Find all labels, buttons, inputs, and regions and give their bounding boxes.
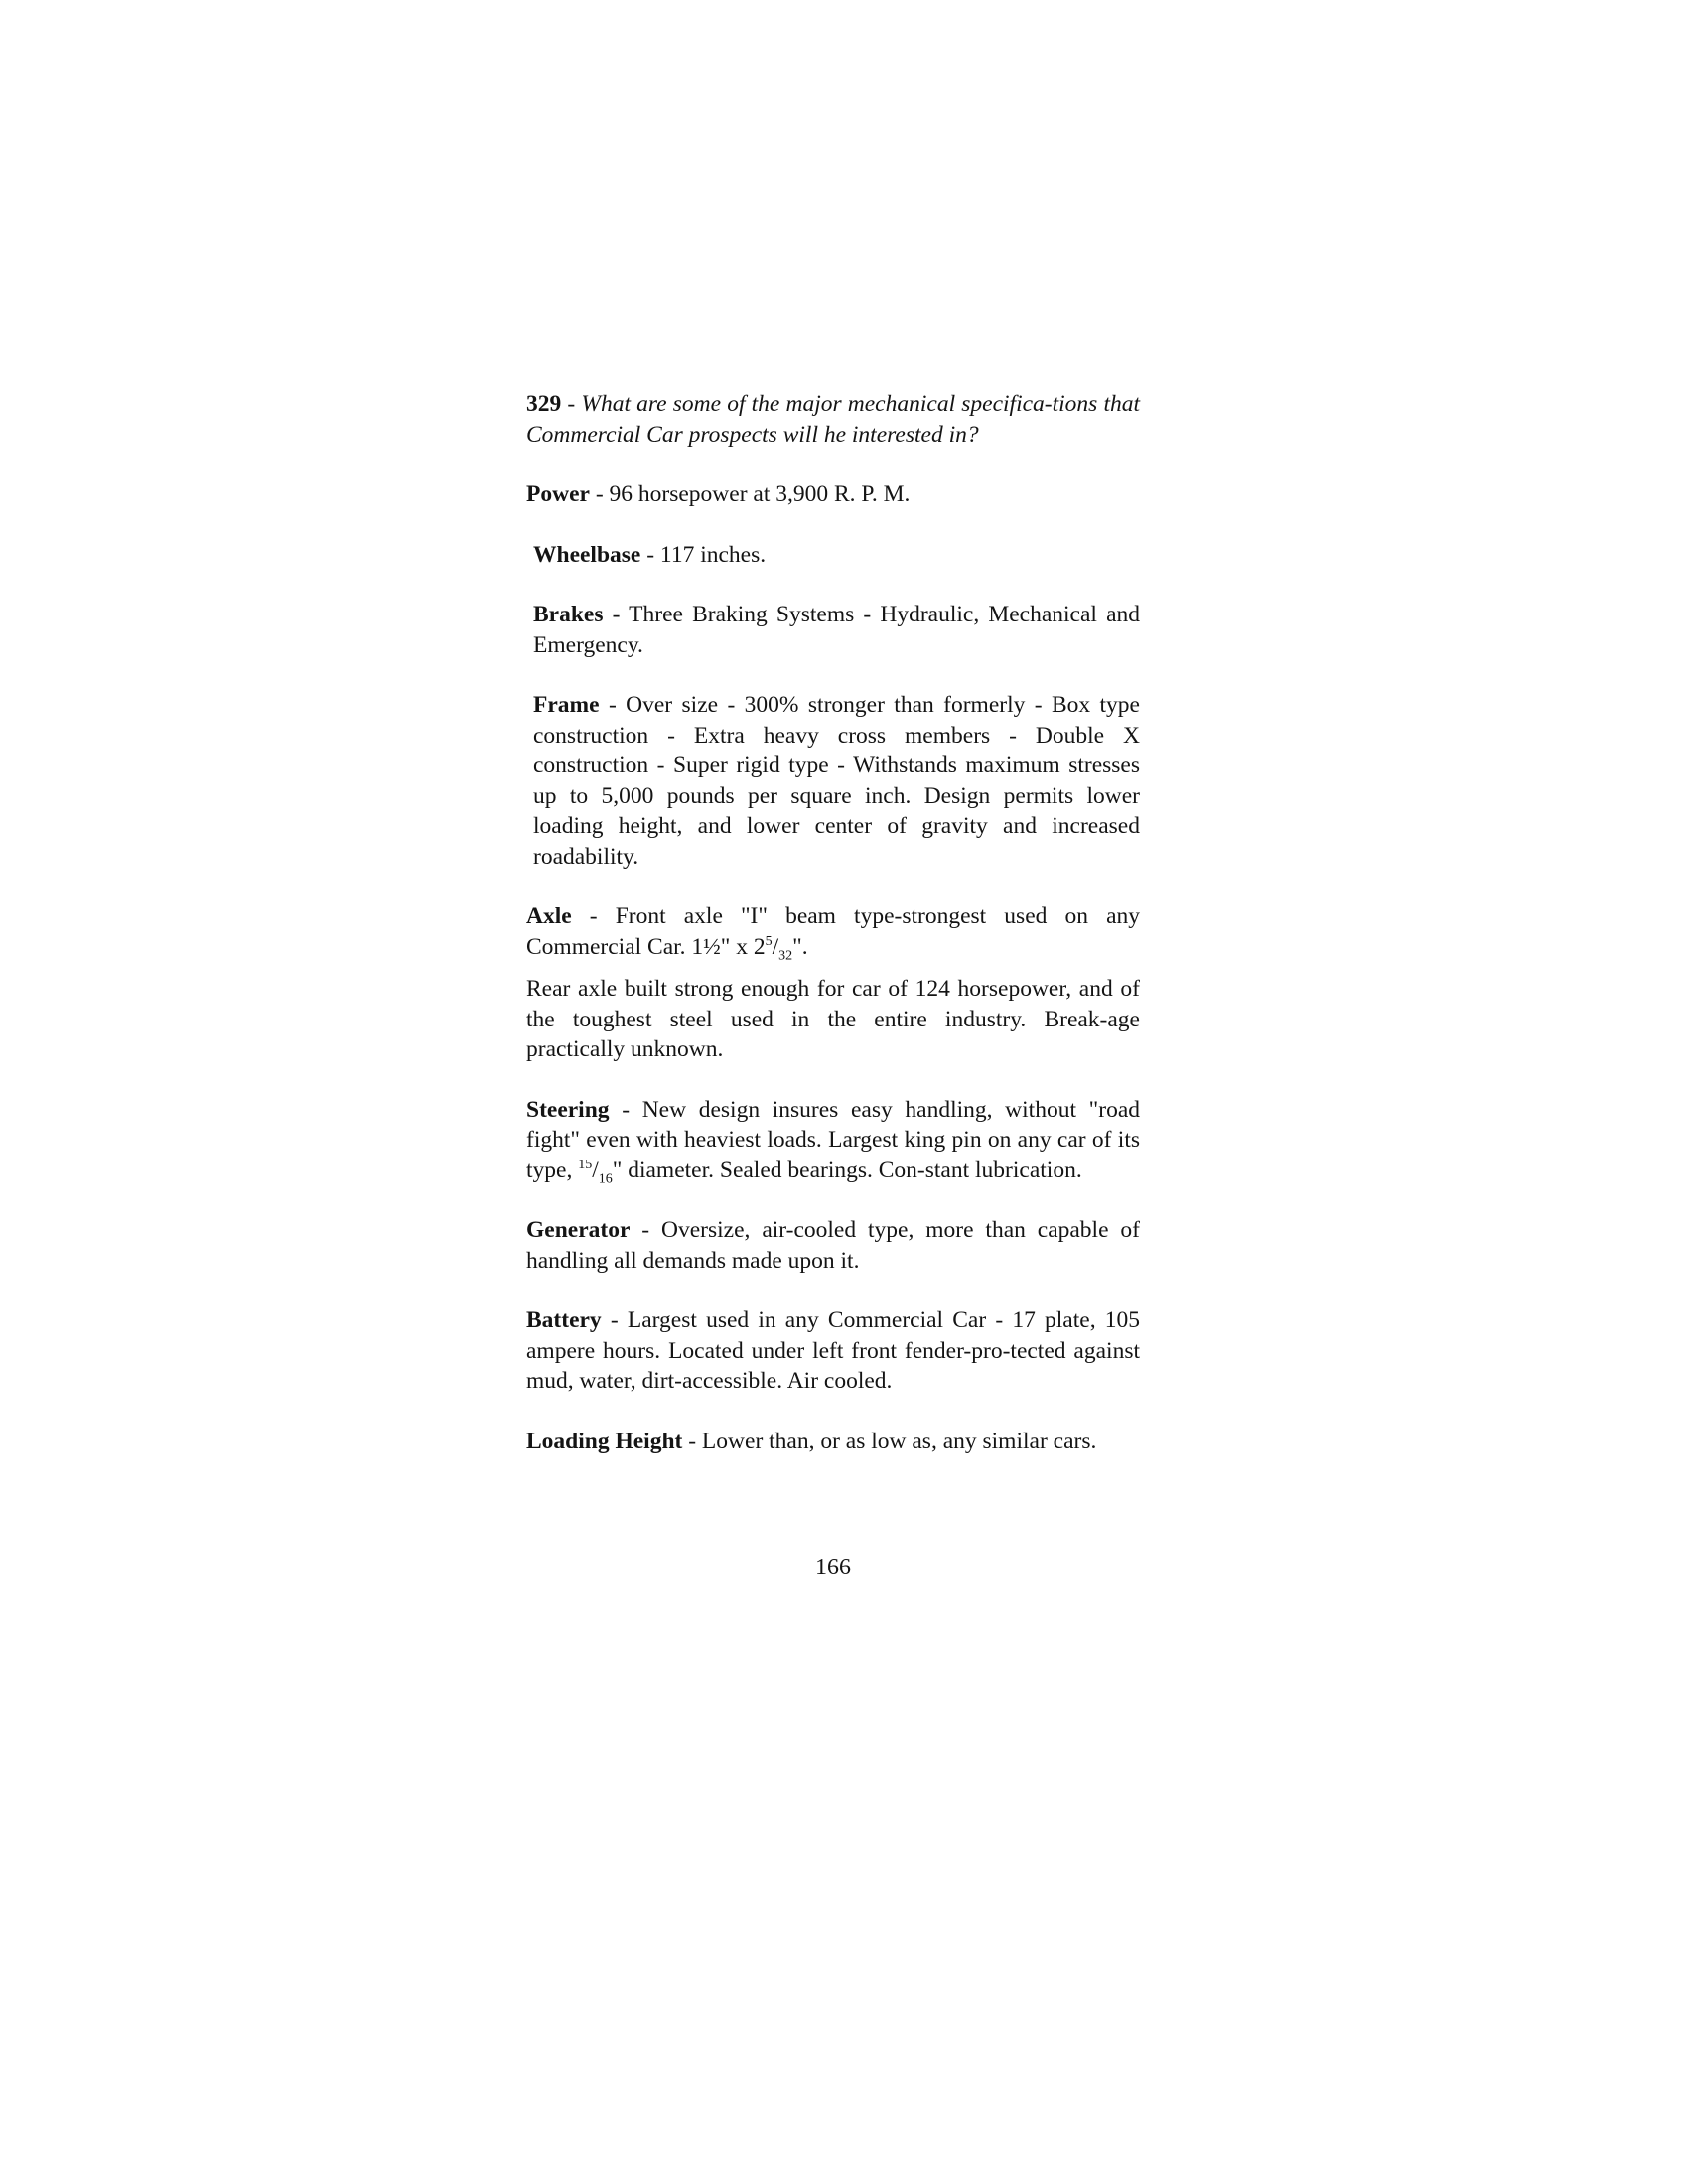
spec-description: - 117 inches. [640,541,767,568]
king-pin-fraction [578,1157,613,1187]
spec-loading-height [526,1427,1140,1457]
spec-term: Axle [526,903,572,929]
fraction-denominator: 16 [598,1171,613,1187]
spec-term: Loading Height [526,1428,683,1454]
spec-description: - Front axle "I" beam type-strongest used on any Commercial Car. 1½" x 2 [526,903,1140,960]
fraction-slash: / [592,1157,599,1183]
fraction-slash: / [772,933,779,960]
question-text: What are some of the major mechanical specifica-tions that Commercial Car prospects will he interested in? [526,391,1141,448]
spec-description: - New design insures easy handling, without "road fight" even with heaviest loads. Largest king pin on any car of its type, [526,1096,1140,1183]
page-number: 166 [815,1555,851,1580]
fraction-numerator: 5 [765,933,773,949]
spec-axle [526,901,1140,962]
spec-power [526,479,1140,510]
spec-description: - Lower than, or as low as, any similar cars. [682,1428,1097,1454]
spec-generator [526,1215,1140,1276]
page-text-column [526,389,1140,1456]
spec-term: Wheelbase [533,541,641,568]
spec-term: Brakes [533,602,604,627]
question-separator: - [561,391,582,417]
spec-description: - Largest used in any Commercial Car - 17 plate, 105 ampere hours. Located under left front fender-pro-tected against mud, water, dirt-accessible. Air cooled. [526,1307,1140,1394]
spec-rear-axle [526,974,1140,1065]
spec-description: - Three Braking Systems - Hydraulic, Mechanical and Emergency. [533,602,1140,658]
question-number: 329 [526,391,562,417]
fraction-numerator: 15 [578,1157,593,1172]
spec-term: Power [526,481,590,507]
question-paragraph [526,389,1140,450]
axle-fraction [765,933,793,964]
spec-description: - Over size - 300% stronger than formerly - Box type construction - Extra heavy cross members - Double X construction - Super rigid type - Withstands maximum stresses up to 5,000 pounds per square inch. Design permits lower loading height, and lower center of gravity and increased roadability. [533,692,1140,870]
spec-battery [526,1305,1140,1397]
spec-steering [526,1095,1140,1186]
spec-term: Steering [526,1096,610,1123]
spec-term: Battery [526,1307,602,1333]
spec-frame [526,690,1140,872]
spec-wheelbase [526,540,1140,571]
spec-term: Frame [533,692,600,718]
spec-term: Generator [526,1217,631,1243]
fraction-denominator: 32 [778,948,793,964]
spec-description: Rear axle built strong enough for car of 124 horsepower, and of the toughest steel used in the entire industry. Break-age practically unknown. [526,976,1140,1062]
spec-brakes [526,600,1140,660]
spec-description-end: " diameter. Sealed bearings. Con-stant lubrication. [612,1157,1082,1183]
spec-description: - 96 horsepower at 3,900 R. P. M. [589,481,911,507]
spec-description: - Oversize, air-cooled type, more than capable of handling all demands made upon it. [526,1217,1140,1274]
spec-description-end: ". [792,933,808,960]
